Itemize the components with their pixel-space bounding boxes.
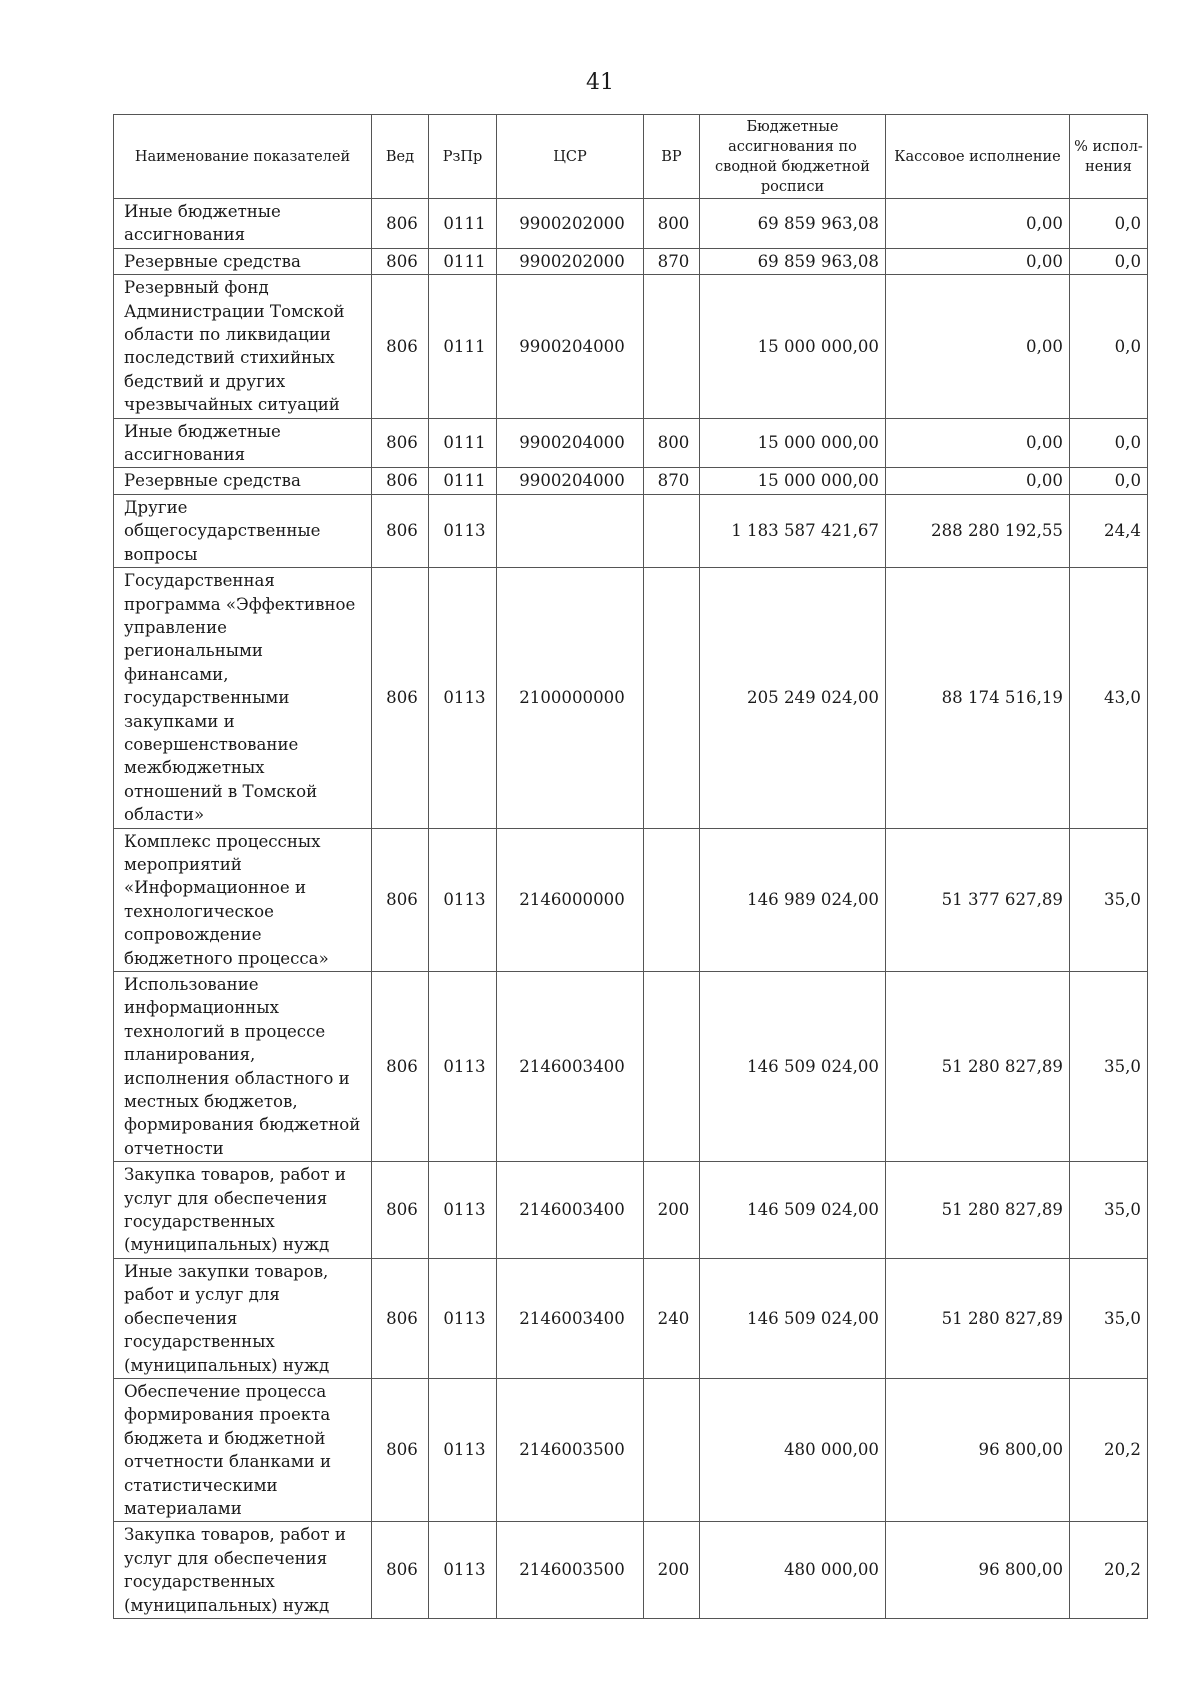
cell-percent: 35,0	[1070, 828, 1148, 971]
cell-percent: 35,0	[1070, 1258, 1148, 1378]
table-header	[114, 115, 1148, 199]
header-cash: Кассовое исполнение	[886, 115, 1070, 199]
cell-cash: 0,00	[886, 199, 1070, 249]
cell-assigned: 480 000,00	[700, 1522, 886, 1619]
table-row	[114, 1378, 1148, 1521]
cell-csr: 9900204000	[497, 275, 644, 418]
cell-rzpr: 0113	[429, 972, 497, 1162]
cell-vr	[644, 494, 700, 567]
cell-name: Использование информационных технологий в процессе планирования, исполнения областного и местных бюджетов, формирования бюджетной отчетности	[114, 972, 372, 1162]
cell-ved: 806	[372, 248, 429, 274]
cell-cash: 0,00	[886, 248, 1070, 274]
table-row	[114, 494, 1148, 567]
cell-percent: 0,0	[1070, 275, 1148, 418]
table-row	[114, 248, 1148, 274]
cell-csr: 2146003500	[497, 1522, 644, 1619]
cell-rzpr: 0111	[429, 275, 497, 418]
cell-cash: 0,00	[886, 418, 1070, 468]
cell-percent: 35,0	[1070, 972, 1148, 1162]
table-row	[114, 972, 1148, 1162]
cell-ved: 806	[372, 1522, 429, 1619]
budget-table	[113, 114, 1148, 1619]
header-name: Наименование показателей	[114, 115, 372, 199]
cell-rzpr: 0111	[429, 468, 497, 494]
cell-ved: 806	[372, 418, 429, 468]
cell-percent: 0,0	[1070, 468, 1148, 494]
cell-cash: 0,00	[886, 275, 1070, 418]
cell-assigned: 1 183 587 421,67	[700, 494, 886, 567]
cell-percent: 24,4	[1070, 494, 1148, 567]
cell-ved: 806	[372, 828, 429, 971]
cell-ved: 806	[372, 1162, 429, 1259]
header-rzpr: РзПр	[429, 115, 497, 199]
cell-name: Иные бюджетные ассигнования	[114, 418, 372, 468]
cell-cash: 288 280 192,55	[886, 494, 1070, 567]
cell-assigned: 15 000 000,00	[700, 468, 886, 494]
cell-csr: 9900204000	[497, 418, 644, 468]
cell-percent: 20,2	[1070, 1378, 1148, 1521]
cell-rzpr: 0113	[429, 568, 497, 828]
cell-assigned: 15 000 000,00	[700, 275, 886, 418]
cell-ved: 806	[372, 1258, 429, 1378]
header-ved: Вед	[372, 115, 429, 199]
cell-assigned: 480 000,00	[700, 1378, 886, 1521]
cell-name: Иные бюджетные ассигнования	[114, 199, 372, 249]
cell-percent: 20,2	[1070, 1522, 1148, 1619]
table-row	[114, 828, 1148, 971]
cell-ved: 806	[372, 972, 429, 1162]
cell-cash: 51 280 827,89	[886, 1162, 1070, 1259]
cell-ved: 806	[372, 494, 429, 567]
cell-rzpr: 0113	[429, 1258, 497, 1378]
cell-name: Обеспечение процесса формирования проекта бюджета и бюджетной отчетности бланками и статистическими материалами	[114, 1378, 372, 1521]
cell-percent: 0,0	[1070, 248, 1148, 274]
cell-rzpr: 0113	[429, 1522, 497, 1619]
cell-name: Резервные средства	[114, 248, 372, 274]
cell-vr: 200	[644, 1162, 700, 1259]
cell-vr	[644, 828, 700, 971]
cell-cash: 51 280 827,89	[886, 1258, 1070, 1378]
cell-vr: 800	[644, 418, 700, 468]
header-percent: % испол-нения	[1070, 115, 1148, 199]
cell-assigned: 146 509 024,00	[700, 1258, 886, 1378]
header-csr: ЦСР	[497, 115, 644, 199]
header-assigned: Бюджетные ассигнования по сводной бюджетной росписи	[700, 115, 886, 199]
cell-assigned: 69 859 963,08	[700, 248, 886, 274]
cell-assigned: 205 249 024,00	[700, 568, 886, 828]
cell-cash: 96 800,00	[886, 1378, 1070, 1521]
cell-ved: 806	[372, 199, 429, 249]
cell-name: Комплекс процессных мероприятий «Информационное и технологическое сопровождение бюджетного процесса»	[114, 828, 372, 971]
cell-csr: 2146003400	[497, 1162, 644, 1259]
cell-ved: 806	[372, 1378, 429, 1521]
table-row	[114, 1522, 1148, 1619]
table-body	[114, 199, 1148, 1619]
cell-vr	[644, 275, 700, 418]
cell-vr: 870	[644, 468, 700, 494]
cell-name: Закупка товаров, работ и услуг для обеспечения государственных (муниципальных) нужд	[114, 1162, 372, 1259]
cell-name: Закупка товаров, работ и услуг для обеспечения государственных (муниципальных) нужд	[114, 1522, 372, 1619]
cell-csr: 2146003400	[497, 972, 644, 1162]
cell-ved: 806	[372, 568, 429, 828]
cell-rzpr: 0113	[429, 1162, 497, 1259]
header-vr: ВР	[644, 115, 700, 199]
cell-name: Иные закупки товаров, работ и услуг для обеспечения государственных (муниципальных) нужд	[114, 1258, 372, 1378]
cell-name: Государственная программа «Эффективное управление региональными финансами, государственными закупками и совершенствование межбюджетных отношений в Томской области»	[114, 568, 372, 828]
cell-vr: 870	[644, 248, 700, 274]
cell-percent: 43,0	[1070, 568, 1148, 828]
cell-name: Резервные средства	[114, 468, 372, 494]
cell-rzpr: 0113	[429, 494, 497, 567]
cell-vr	[644, 1378, 700, 1521]
table-row	[114, 1162, 1148, 1259]
cell-percent: 0,0	[1070, 418, 1148, 468]
table-row	[114, 199, 1148, 249]
cell-vr	[644, 972, 700, 1162]
cell-assigned: 146 989 024,00	[700, 828, 886, 971]
cell-csr: 9900202000	[497, 248, 644, 274]
cell-cash: 51 280 827,89	[886, 972, 1070, 1162]
cell-assigned: 69 859 963,08	[700, 199, 886, 249]
cell-cash: 0,00	[886, 468, 1070, 494]
cell-vr	[644, 568, 700, 828]
cell-ved: 806	[372, 468, 429, 494]
header-row	[114, 115, 1148, 199]
table-row	[114, 568, 1148, 828]
table-row	[114, 468, 1148, 494]
cell-cash: 88 174 516,19	[886, 568, 1070, 828]
cell-rzpr: 0113	[429, 828, 497, 971]
cell-cash: 51 377 627,89	[886, 828, 1070, 971]
cell-csr: 2146003400	[497, 1258, 644, 1378]
cell-vr: 200	[644, 1522, 700, 1619]
table-row	[114, 1258, 1148, 1378]
cell-assigned: 146 509 024,00	[700, 1162, 886, 1259]
cell-csr: 9900204000	[497, 468, 644, 494]
cell-csr: 9900202000	[497, 199, 644, 249]
cell-name: Другие общегосударственные вопросы	[114, 494, 372, 567]
table-row	[114, 275, 1148, 418]
table-row	[114, 418, 1148, 468]
cell-csr: 2100000000	[497, 568, 644, 828]
cell-vr: 240	[644, 1258, 700, 1378]
cell-percent: 0,0	[1070, 199, 1148, 249]
cell-ved: 806	[372, 275, 429, 418]
cell-cash: 96 800,00	[886, 1522, 1070, 1619]
cell-rzpr: 0111	[429, 418, 497, 468]
cell-vr: 800	[644, 199, 700, 249]
cell-csr: 2146003500	[497, 1378, 644, 1521]
cell-csr: 2146000000	[497, 828, 644, 971]
cell-name: Резервный фонд Администрации Томской области по ликвидации последствий стихийных бедствий и других чрезвычайных ситуаций	[114, 275, 372, 418]
cell-rzpr: 0111	[429, 248, 497, 274]
cell-percent: 35,0	[1070, 1162, 1148, 1259]
cell-rzpr: 0113	[429, 1378, 497, 1521]
page-number: 41	[586, 70, 614, 95]
cell-assigned: 146 509 024,00	[700, 972, 886, 1162]
cell-assigned: 15 000 000,00	[700, 418, 886, 468]
cell-rzpr: 0111	[429, 199, 497, 249]
cell-csr	[497, 494, 644, 567]
